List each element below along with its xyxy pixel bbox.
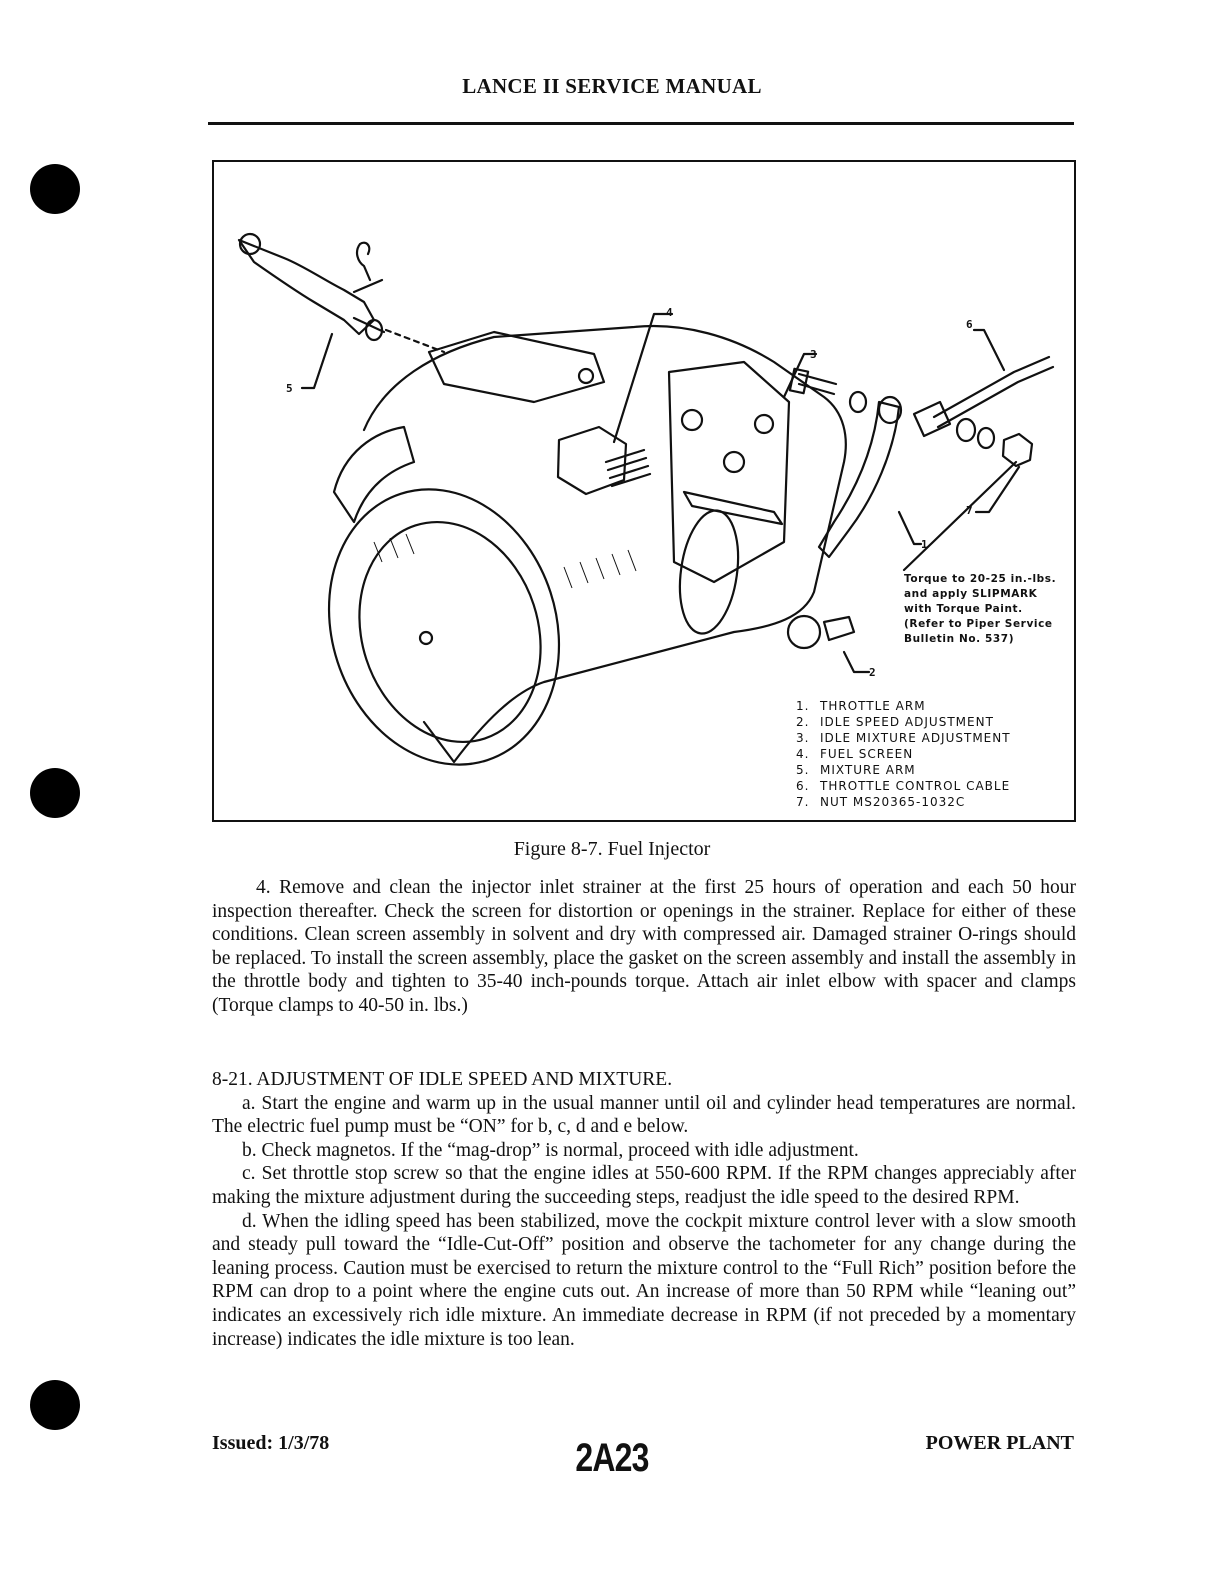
legend-item: 6. THROTTLE CONTROL CABLE bbox=[796, 779, 1011, 793]
callout-7: 7 bbox=[966, 504, 973, 517]
header-rule bbox=[208, 122, 1074, 125]
legend-item: 1. THROTTLE ARM bbox=[796, 699, 926, 713]
leader-torque bbox=[904, 462, 1016, 570]
step-a: a. Start the engine and warm up in the usual manner until oil and cylinder head temperatures are normal. The electric fuel pump must be “ON” for b, c, d and e below. bbox=[212, 1092, 1076, 1138]
callout-1: 1 bbox=[921, 538, 928, 551]
legend-item: 4. FUEL SCREEN bbox=[796, 747, 914, 761]
callout-4: 4 bbox=[666, 306, 673, 319]
page-header-title: LANCE II SERVICE MANUAL bbox=[462, 74, 762, 98]
mixture-dial bbox=[673, 507, 746, 638]
paragraph-text: 4. Remove and clean the injector inlet strainer at the first 25 hours of operation and each 50 hour inspection thereafter. Check the screen for distortion or openings in the strainer. Replace for either of these conditions. Clean screen assembly in solvent and dry with compressed air. Damaged strainer O-rings should be replaced. To install the screen assembly, place the gasket on the screen assembly and install the assembly in the throttle body and tighten to 35-40 inch-pounds torque. Attach air inlet elbow with spacer and clamps (Torque clamps to 40-50 in. lbs.) bbox=[212, 877, 1076, 1016]
torque-note-line: with Torque Paint. bbox=[904, 603, 1023, 615]
bore-screw bbox=[420, 632, 432, 644]
fuel-screen-thread bbox=[606, 450, 650, 486]
legend-item: 3. IDLE MIXTURE ADJUSTMENT bbox=[796, 731, 1011, 745]
figure-legend bbox=[796, 698, 1011, 810]
paragraph-4 bbox=[212, 876, 1076, 1018]
leader-1 bbox=[899, 512, 921, 544]
side-flange bbox=[669, 362, 789, 582]
callout-6: 6 bbox=[966, 318, 973, 331]
section-8-21 bbox=[212, 1068, 1076, 1351]
footer-section: POWER PLANT bbox=[925, 1432, 1074, 1454]
punch-hole-bottom bbox=[30, 1380, 80, 1430]
callout-2: 2 bbox=[869, 666, 876, 679]
step-b: b. Check magnetos. If the “mag-drop” is normal, proceed with idle adjustment. bbox=[242, 1139, 859, 1161]
legend-item: 5. MIXTURE ARM bbox=[796, 763, 916, 777]
throttle-bore-outer bbox=[294, 459, 594, 795]
torque-note bbox=[904, 572, 1074, 647]
leader-6 bbox=[974, 330, 1004, 370]
leader-5 bbox=[302, 334, 332, 388]
punch-hole-middle bbox=[30, 768, 80, 818]
cotter-pin bbox=[357, 243, 370, 280]
cable-nut bbox=[1003, 434, 1032, 466]
torque-note-line: (Refer to Piper Service bbox=[904, 618, 1053, 630]
punch-hole-top bbox=[30, 164, 80, 214]
top-cover bbox=[429, 332, 604, 402]
leader-7 bbox=[976, 467, 1019, 512]
mixture-arm bbox=[239, 240, 374, 334]
top-cover-plug bbox=[579, 369, 593, 383]
legend-item: 2. IDLE SPEED ADJUSTMENT bbox=[796, 715, 994, 729]
torque-note-line: Torque to 20-25 in.-lbs. bbox=[904, 573, 1057, 585]
throttle-arm bbox=[819, 402, 899, 557]
step-d: d. When the idling speed has been stabilized, move the cockpit mixture control lever with a slow smooth and steady pull toward the “Idle-Cut-Off” position and observe the tachometer for any change during the leaning process. Caution must be exercised to return the mixture control to the “Full Rich” position before the RPM can drop to a point where the engine cuts out. An increase of more than 50 RPM while “leaning out” indicates an excessively rich idle mixture. An immediate decrease in RPM (if not preceded by a momentary increase) indicates the idle mixture is too lean. bbox=[212, 1210, 1076, 1350]
callout-3: 3 bbox=[810, 348, 817, 361]
leader-2 bbox=[844, 652, 869, 672]
torque-note-line: and apply SLIPMARK bbox=[904, 588, 1038, 600]
step-c: c. Set throttle stop screw so that the engine idles at 550-600 RPM. If the RPM changes appreciably after making the mixture adjustment during the succeeding steps, readjust the idle speed to the desired RPM. bbox=[212, 1163, 1076, 1208]
footer-page-code: 2A23 bbox=[575, 1436, 649, 1480]
throttle-cable bbox=[934, 357, 1053, 427]
figure-caption: Figure 8-7. Fuel Injector bbox=[513, 838, 711, 860]
linkage-rod bbox=[684, 492, 782, 524]
callout-5: 5 bbox=[286, 382, 293, 395]
legend-item: 7. NUT MS20365-1032C bbox=[796, 795, 966, 809]
throttle-bore-inner bbox=[332, 498, 569, 765]
idle-speed-screw bbox=[788, 616, 820, 648]
figure-fuel-injector bbox=[212, 160, 1076, 822]
torque-note-line: Bulletin No. 537) bbox=[904, 633, 1015, 645]
section-heading: 8-21. ADJUSTMENT OF IDLE SPEED AND MIXTURE. bbox=[212, 1069, 673, 1090]
leader-4 bbox=[614, 314, 672, 442]
injector-body-outline bbox=[364, 326, 846, 762]
footer-issued-date: Issued: 1/3/78 bbox=[212, 1432, 330, 1454]
